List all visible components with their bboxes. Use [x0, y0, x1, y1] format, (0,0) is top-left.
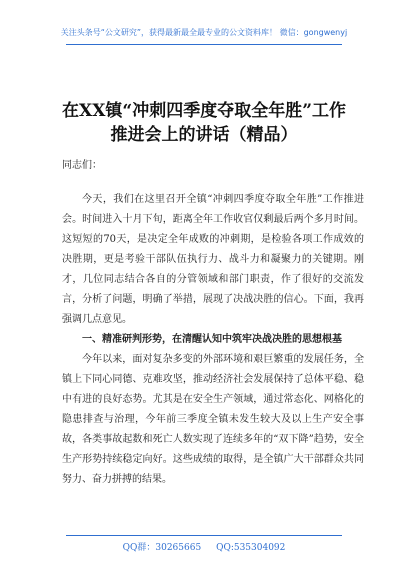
header-divider [66, 44, 342, 45]
paragraph-1: 今天，我们在这里召开全镇“冲刺四季度夺取全年胜”工作推进会。时间进入十月下旬，距离全年工作收官仅剩最后两个多月时间。这短短的70天，是决定全年成败的冲刺期，是检验各项工作成效的决胜期，更是考验干部队伍执行力、战斗力和凝聚力的关键期。刚才，几位同志结合各自的分管领域和部门职责，作了很好的交流发言，分析了问题，明确了举措，展现了决战决胜的信心。下面，我再强调几点意见。 [62, 194, 364, 325]
document-title [40, 99, 368, 147]
footer-qq-group: QQ群：30265665 [122, 543, 202, 553]
section-heading-1: 一、精准研判形势，在清醒认知中筑牢决战决胜的思想根基 [82, 334, 342, 345]
header-banner: 关注头条号“公文研究”，获得最新最全最专业的公文资料库！ 微信：gongwenyj [60, 28, 348, 37]
greeting: 同志们： [62, 160, 102, 171]
document-body [62, 156, 364, 490]
footer-divider [66, 535, 342, 536]
title-line-1: 在XX镇“冲刺四季度夺取全年胜”工作 [62, 101, 346, 122]
footer [0, 540, 408, 553]
footer-qq-contact: QQ:535304092 [216, 543, 286, 553]
title-line-2: 推进会上的讲话（精品） [110, 125, 298, 146]
paragraph-2: 今年以来，面对复杂多变的外部环境和艰巨繁重的发展任务，全镇上下同心同德、克难攻坚，推动经济社会发展保持了总体平稳、稳中有进的良好态势。尤其是在安全生产领域，通过常态化、网格化的隐患排查与治理，今年前三季度全镇未发生较大及以上生产安全事故，各类事故起数和死亡人数实现了连续多年的“双下降”趋势，安全生产形势持续稳定向好。这些成绩的取得，是全镇广大干部群众共同努力、奋力拼搏的结果。 [62, 354, 364, 485]
